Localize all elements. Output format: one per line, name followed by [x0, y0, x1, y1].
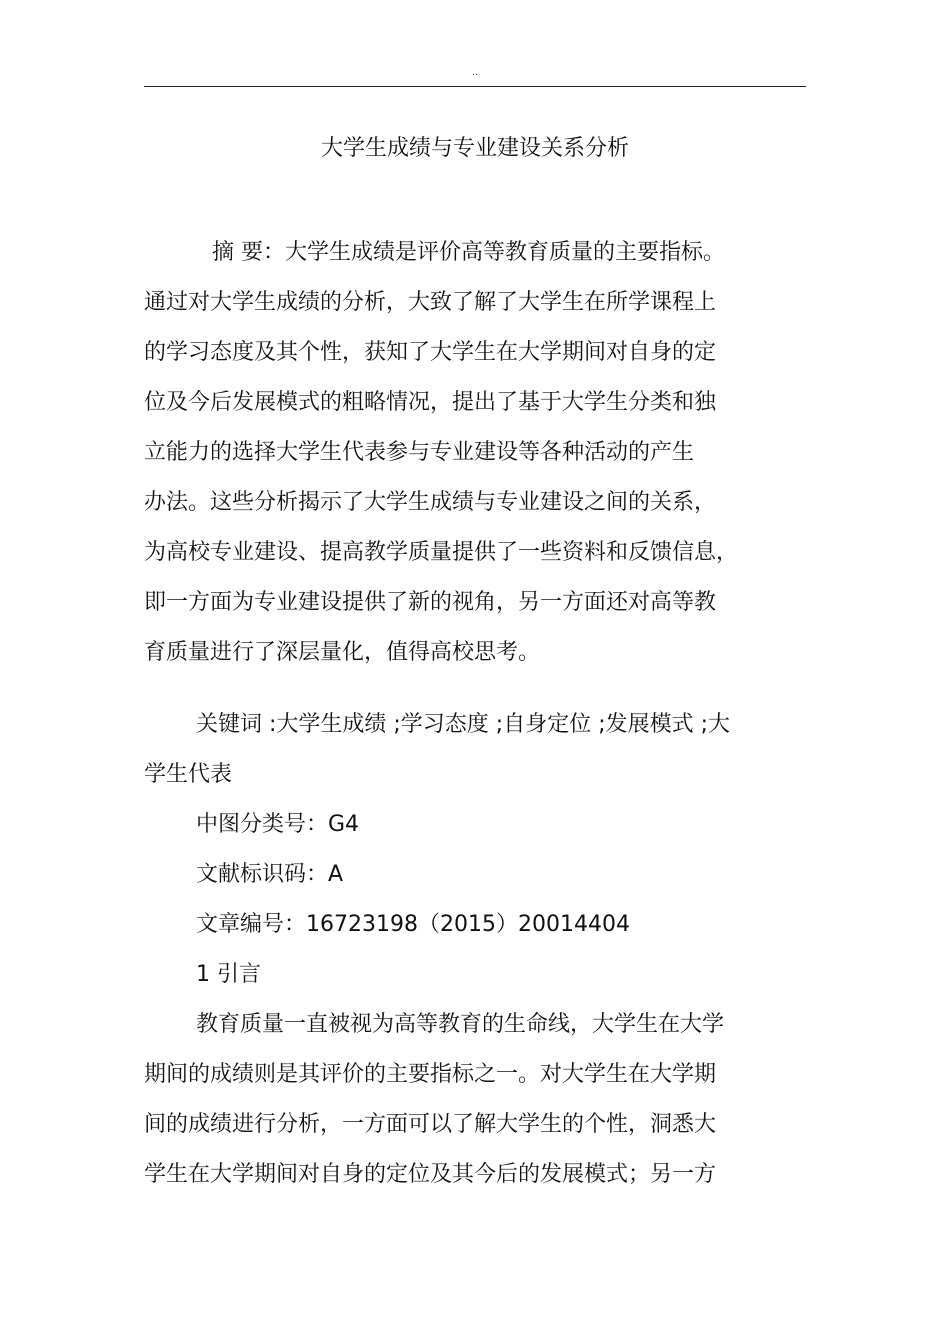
page-header — [144, 60, 806, 87]
keywords — [144, 700, 844, 800]
keywords-line: 关键词 :大学生成绩 ;学习态度 ;自身定位 ;发展模式 ;大 — [196, 712, 731, 737]
document-title: 大学生成绩与专业建设关系分析 — [320, 136, 629, 161]
abstract-line: 的学习态度及其个性，获知了大学生在大学期间对自身的定 — [144, 340, 717, 365]
document-code: 文献标识码：A — [196, 862, 344, 887]
section-line: 间的成绩进行分析，一方面可以了解大学生的个性，洞悉大 — [144, 1112, 717, 1137]
section-line: 学生在大学期间对自身的定位及其今后的发展模式；另一方 — [144, 1162, 717, 1187]
abstract-line: 立能力的选择大学生代表参与专业建设等各种活动的产生 — [144, 440, 695, 465]
section-body — [144, 1000, 844, 1200]
keywords-line: 学生代表 — [144, 762, 233, 787]
section-line: 教育质量一直被视为高等教育的生命线，大学生在大学 — [196, 1012, 725, 1037]
abstract-line: 摘 要：大学生成绩是评价高等教育质量的主要指标。 — [212, 240, 725, 265]
abstract-line: 为高校专业建设、提高教学质量提供了一些资料和反馈信息， — [144, 540, 739, 565]
clc-number: 中图分类号：G4 — [196, 812, 360, 837]
abstract-line: 育质量进行了深层量化，值得高校思考。 — [144, 640, 541, 665]
header-mark: .. — [472, 68, 478, 78]
document-body — [144, 228, 844, 1200]
abstract — [144, 228, 844, 678]
abstract-line: 办法。这些分析揭示了大学生成绩与专业建设之间的关系， — [144, 490, 717, 515]
section-line: 期间的成绩则是其评价的主要指标之一。对大学生在大学期 — [144, 1062, 717, 1087]
abstract-line: 通过对大学生成绩的分析，大致了解了大学生在所学课程上 — [144, 290, 717, 315]
abstract-line: 即一方面为专业建设提供了新的视角，另一方面还对高等教 — [144, 590, 717, 615]
abstract-line: 位及今后发展模式的粗略情况，提出了基于大学生分类和独 — [144, 390, 717, 415]
section-heading: 1 引言 — [196, 962, 261, 987]
article-number: 文章编号：16723198（2015）20014404 — [196, 912, 630, 937]
